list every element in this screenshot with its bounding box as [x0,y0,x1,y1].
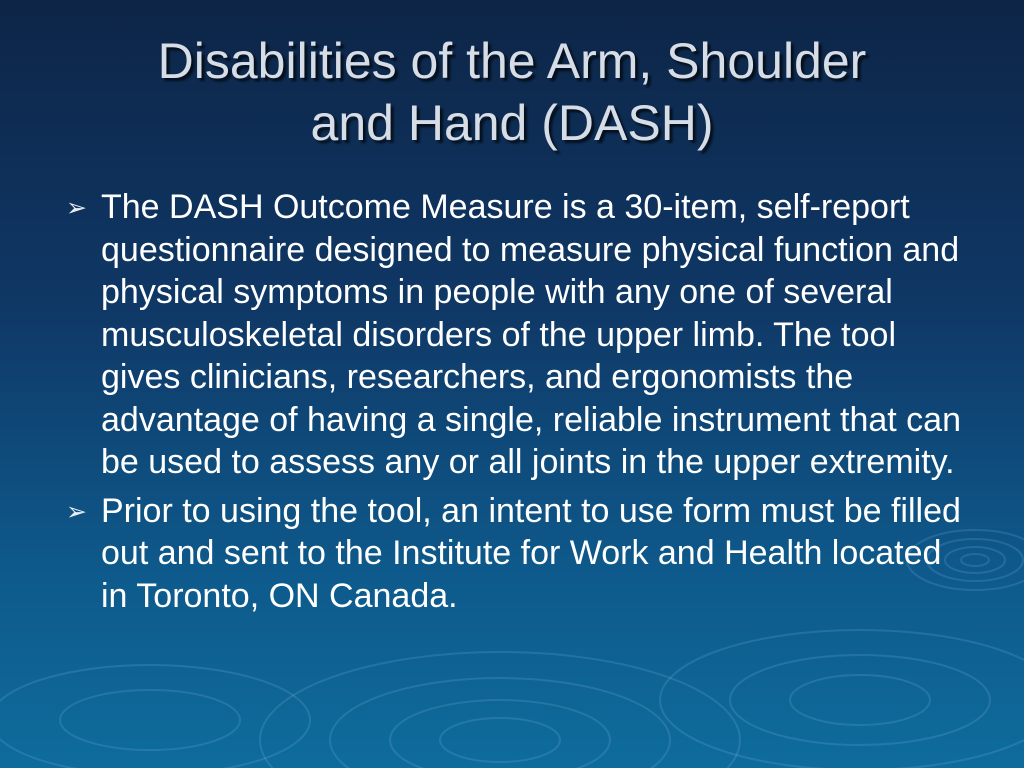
slide-title-line-2: and Hand (DASH) [310,95,714,151]
bullet-text: The DASH Outcome Measure is a 30-item, self-report questionnaire designed to measure physical function and physical symptoms in people with any one of several musculoskeletal disorders of the upper limb. The tool gives clinicians, researchers, and ergonomists the advantage of having a single, reliable instrument that can be used to assess any or all joints in the upper extremity. [101,188,961,481]
slide-title [40,30,984,154]
arrow-bullet-icon: ➢ [66,497,87,526]
slide-title-line-1: Disabilities of the Arm, Shoulder [157,33,867,89]
bullet-item-intent-form [66,490,971,618]
bullet-list [66,186,971,623]
bullet-item-dash-description [66,186,971,484]
bullet-text: Prior to using the tool, an intent to use form must be filled out and sent to the Institute for Work and Health located in Toronto, ON Canada. [101,491,961,615]
arrow-bullet-icon: ➢ [66,194,87,222]
